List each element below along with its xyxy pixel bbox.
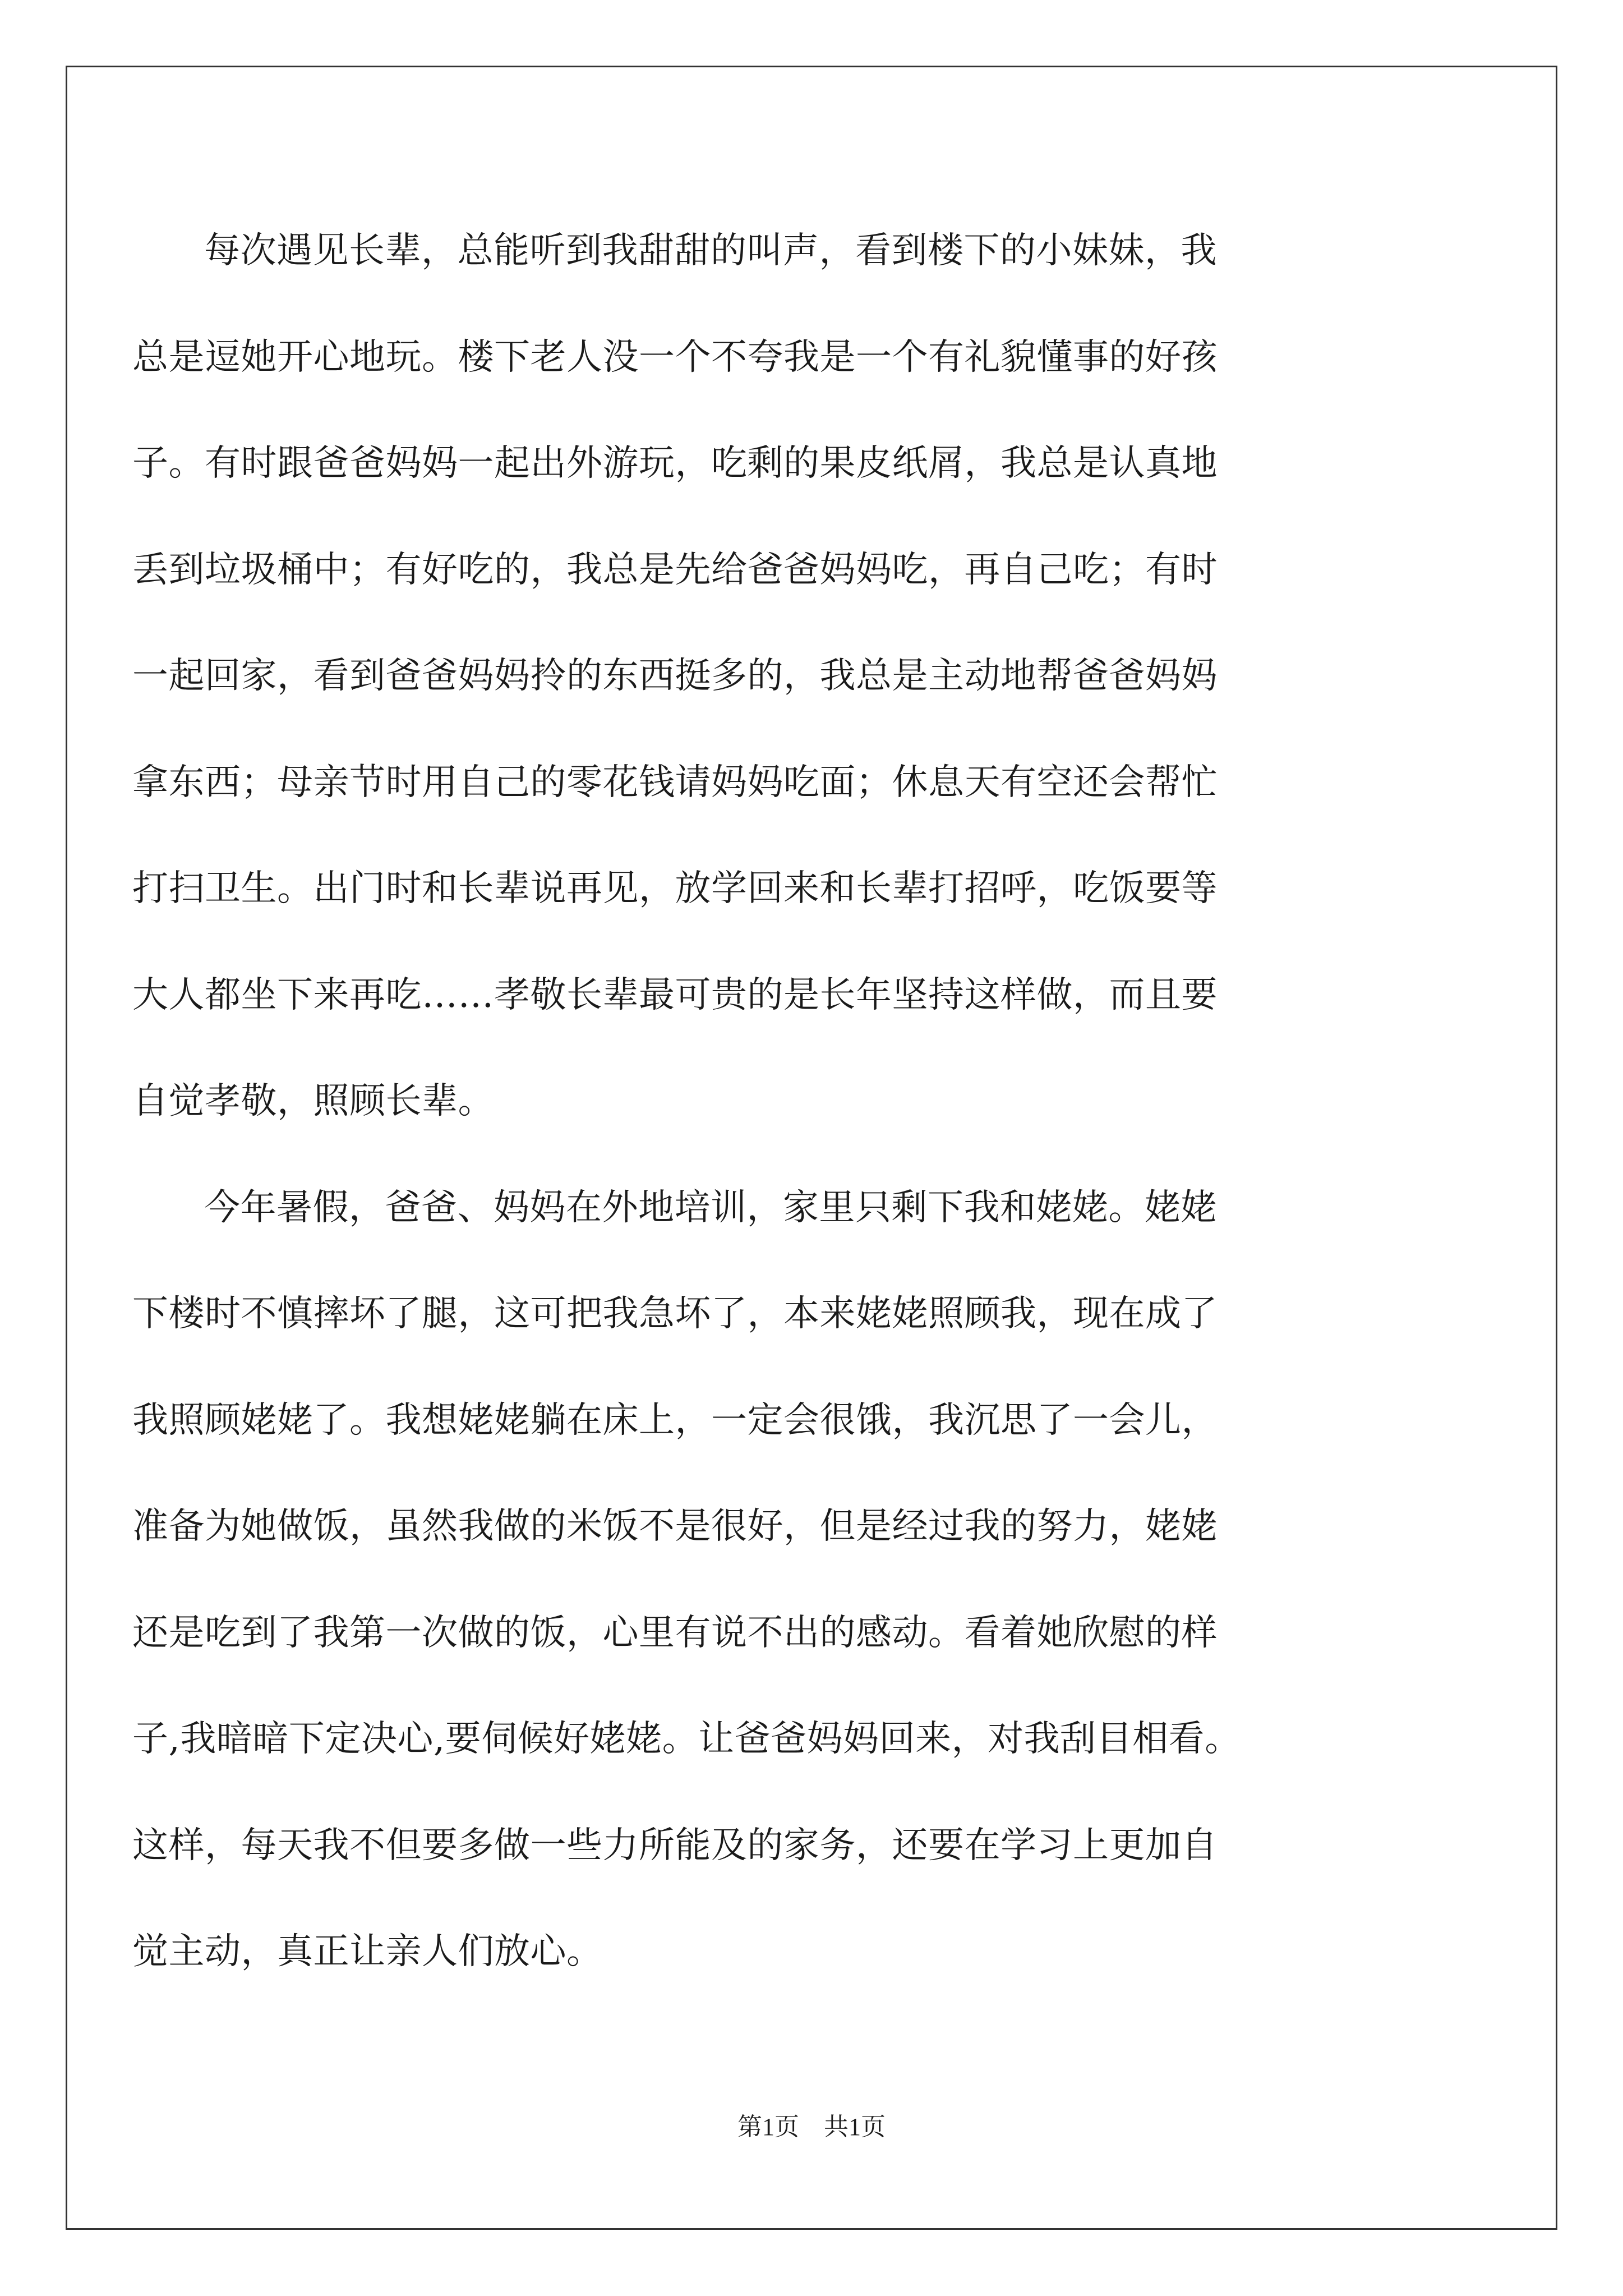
paragraph-2-line-6: 子,我暗暗下定决心,要伺候好姥姥。让爸爸妈妈回来，对我刮目相看。 xyxy=(132,1718,1241,1760)
paragraph-2-line-3: 我照顾姥姥了。我想姥姥躺在床上，一定会很饿，我沉思了一会儿， xyxy=(132,1399,1218,1441)
paragraph-2-line-2: 下楼时不慎摔坏了腿，这可把我急坏了，本来姥姥照顾我，现在成了 xyxy=(132,1293,1218,1335)
paragraph-1-line-9: 自觉孝敬，照顾长辈。 xyxy=(132,1080,494,1122)
paragraph-2-line-1: 今年暑假，爸爸、妈妈在外地培训，家里只剩下我和姥姥。姥姥 xyxy=(204,1186,1217,1228)
page-footer-page-number: 第1页 共1页 xyxy=(737,2113,886,2141)
paragraph-1-line-4: 丢到垃圾桶中；有好吃的，我总是先给爸爸妈妈吃，再自己吃；有时 xyxy=(132,549,1218,591)
paragraph-2-line-4: 准备为她做饭，虽然我做的米饭不是很好，但是经过我的努力，姥姥 xyxy=(132,1506,1218,1547)
paragraph-1-line-2: 总是逗她开心地玩。楼下老人没一个不夸我是一个有礼貌懂事的好孩 xyxy=(132,336,1218,378)
paragraph-2-line-8: 觉主动，真正让亲人们放心。 xyxy=(132,1931,603,1972)
paragraph-1-line-5: 一起回家，看到爸爸妈妈拎的东西挺多的，我总是主动地帮爸爸妈妈 xyxy=(132,655,1218,697)
paragraph-2-line-5: 还是吃到了我第一次做的饭，心里有说不出的感动。看着她欣慰的样 xyxy=(132,1612,1218,1654)
paragraph-1-line-7: 打扫卫生。出门时和长辈说再见，放学回来和长辈打招呼，吃饭要等 xyxy=(132,868,1218,909)
document-body xyxy=(132,216,1428,2023)
paragraph-1-line-3: 子。有时跟爸爸妈妈一起出外游玩，吃剩的果皮纸屑，我总是认真地 xyxy=(132,443,1218,484)
paragraph-1-line-6: 拿东西；母亲节时用自己的零花钱请妈妈吃面；休息天有空还会帮忙 xyxy=(132,761,1218,803)
paragraph-2-line-7: 这样，每天我不但要多做一些力所能及的家务，还要在学习上更加自 xyxy=(132,1824,1218,1866)
paragraph-1-line-8: 大人都坐下来再吃……孝敬长辈最可贵的是长年坚持这样做，而且要 xyxy=(132,974,1218,1016)
paragraph-1-line-1: 每次遇见长辈，总能听到我甜甜的叫声，看到楼下的小妹妹，我 xyxy=(204,230,1217,272)
